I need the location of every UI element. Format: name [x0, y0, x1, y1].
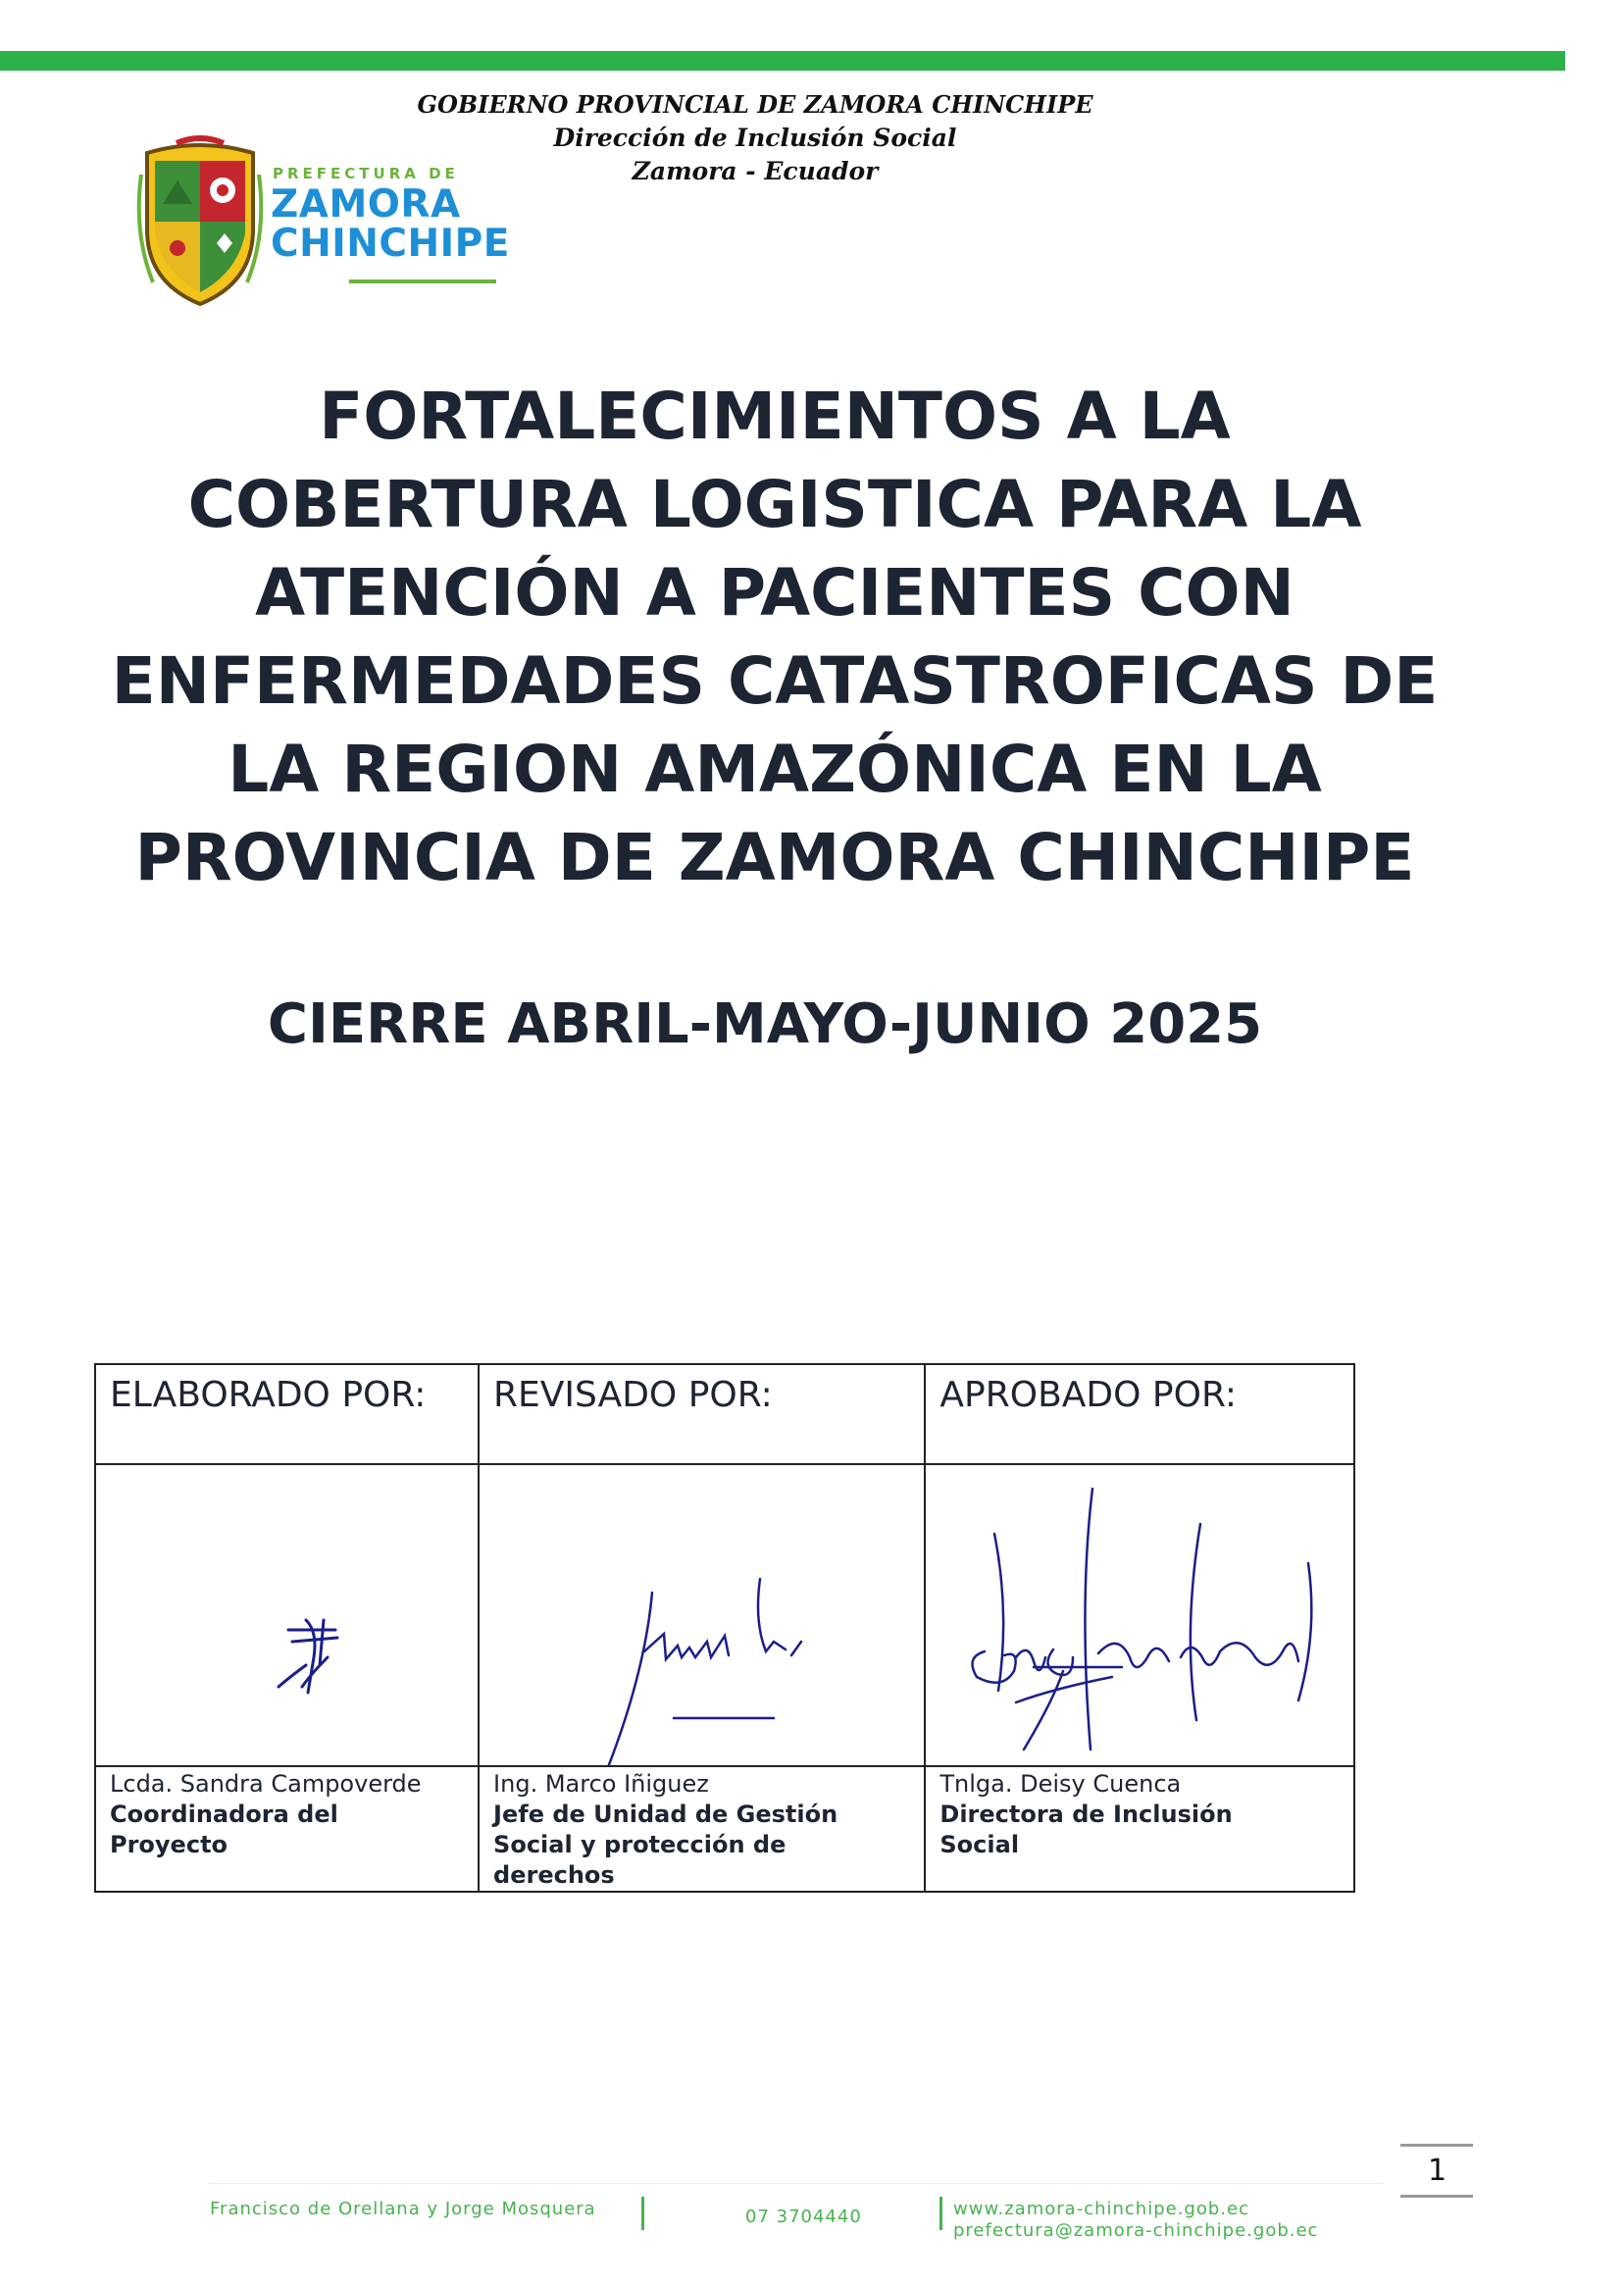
title-line: COBERTURA LOGISTICA PARA LA: [187, 467, 1362, 542]
footer-rule: [208, 2183, 1385, 2184]
signer-elaborado: [95, 1766, 479, 1892]
footer-separator: [641, 2197, 644, 2230]
signer-role: Social y protección de derechos: [493, 1831, 787, 1889]
signer-role: Coordinadora del Proyecto: [110, 1801, 338, 1858]
signer-role: Directora de Inclusión: [939, 1801, 1233, 1828]
signer-name: Tnlga. Deisy Cuenca: [939, 1770, 1182, 1798]
signer-role: Jefe de Unidad de Gestión: [493, 1801, 838, 1828]
page-number: 1: [1428, 2154, 1447, 2188]
footer-website[interactable]: www.zamora-chinchipe.gob.ec: [953, 2199, 1249, 2219]
signature-revisado: [480, 1465, 926, 1765]
title-line: ATENCIÓN A PACIENTES CON: [255, 555, 1294, 631]
footer-address: Francisco de Orellana y Jorge Mosquera: [210, 2199, 596, 2219]
signature-elaborado: [96, 1465, 479, 1765]
signer-aprobado: [925, 1766, 1354, 1892]
footer-email[interactable]: prefectura@zamora-chinchipe.gob.ec: [953, 2220, 1319, 2241]
signer-role: Social: [939, 1831, 1020, 1858]
document-subtitle: CIERRE ABRIL-MAYO-JUNIO 2025: [267, 992, 1263, 1056]
logo-name-line-2: CHINCHIPE: [271, 222, 510, 266]
page-number-mark-bottom: [1400, 2195, 1473, 2198]
elaborado-header: ELABORADO POR:: [95, 1364, 479, 1464]
signature-cell-revisado: [479, 1464, 925, 1766]
title-line: ENFERMEDADES CATASTROFICAS DE: [111, 643, 1439, 719]
page-number-mark-top: [1400, 2144, 1473, 2147]
logo-prefix: PREFECTURA DE: [273, 165, 459, 182]
signer-name: Lcda. Sandra Campoverde: [110, 1770, 422, 1798]
logo-name-line-1: ZAMORA: [271, 182, 461, 227]
signer-revisado: [479, 1766, 925, 1892]
prefectura-logo: [133, 135, 510, 312]
signer-name: Ing. Marco Iñiguez: [493, 1770, 709, 1798]
header-line-3: Zamora - Ecuador: [632, 157, 879, 185]
signature-aprobado: [926, 1465, 1354, 1765]
title-line: FORTALECIMIENTOS A LA: [319, 379, 1231, 454]
signature-cell-elaborado: [95, 1464, 479, 1766]
revisado-header: REVISADO POR:: [479, 1364, 925, 1464]
footer-phone: 07 3704440: [745, 2207, 862, 2227]
signature-cell-aprobado: [925, 1464, 1354, 1766]
title-line: LA REGION AMAZÓNICA EN LA: [228, 732, 1322, 807]
header-line-2: Dirección de Inclusión Social: [553, 124, 957, 152]
aprobado-header: APROBADO POR:: [925, 1364, 1354, 1464]
logo-underline: [349, 279, 496, 283]
top-green-rule: [0, 51, 1565, 71]
header-line-1: GOBIERNO PROVINCIAL DE ZAMORA CHINCHIPE: [417, 90, 1093, 119]
footer-web-contact: [953, 2199, 1318, 2242]
footer-separator: [939, 2197, 942, 2230]
coat-of-arms-icon: [133, 135, 267, 312]
approval-signature-table: [94, 1363, 1355, 1893]
document-title: [98, 373, 1451, 902]
title-line: PROVINCIA DE ZAMORA CHINCHIPE: [134, 820, 1415, 895]
